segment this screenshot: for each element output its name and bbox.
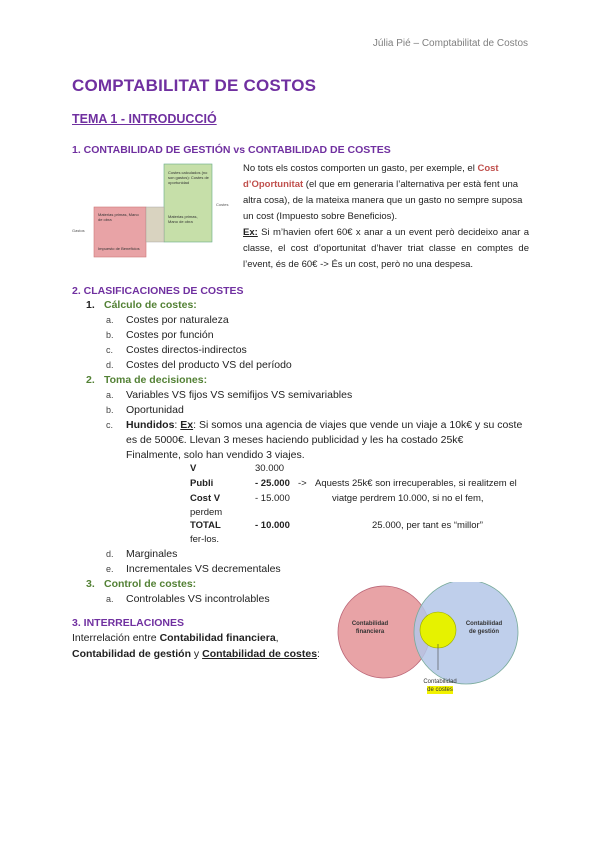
table-note-3: 25.000, per tant es “millor” <box>372 520 483 531</box>
table-fer-los: fer-los. <box>190 534 220 545</box>
table-publi-value: - 25.000 <box>255 478 290 489</box>
diagram-pink-bottom: Impuesto de Beneficios <box>98 246 140 251</box>
table-v-label: V <box>190 463 197 474</box>
table-costv-value: - 15.000 <box>255 493 290 504</box>
item1-num: 1. <box>86 299 95 311</box>
page-header: Júlia Pié – Comptabilitat de Costos <box>372 38 528 49</box>
tema-heading: TEMA 1 - INTRODUCCIÓ <box>72 112 217 126</box>
p1-pre: No tots els costos comporten un gasto, per exemple, el <box>243 163 478 174</box>
venn-diagram <box>336 582 532 702</box>
list-item: a. Variables VS fijos VS semifijos VS semivariables <box>106 389 353 401</box>
venn-right-label: Contabilidad de gestión <box>465 621 503 635</box>
table-arrow: -> <box>298 478 307 489</box>
list-item: c. Costes directos-indirectos <box>106 344 247 356</box>
item2-label: Toma de decisiones: <box>104 374 208 386</box>
section-2-heading: 2. CLASIFICACIONES DE COSTES <box>72 285 244 297</box>
item3-label: Control de costes: <box>104 578 197 590</box>
table-perdem: perdem <box>190 507 223 518</box>
document-title: COMPTABILITAT DE COSTOS <box>72 76 317 95</box>
section-1-heading: 1. CONTABILIDAD DE GESTIÓN vs CONTABILIDAD DE COSTES <box>72 144 391 156</box>
gastos-costes-diagram <box>72 162 232 262</box>
hundidos-ex: Ex <box>180 419 194 431</box>
p2-label: Ex: <box>243 227 258 238</box>
diagram-pink-text: Materias primas, Mano de obra <box>98 212 139 222</box>
item3-num: 3. <box>86 578 95 590</box>
p1-post: (el que em generaria l’alternativa per està fent una altra cosa), de la mateixa manera que un gasto no sempre suposa un cost (Impuesto sobre Beneficios). <box>243 179 523 222</box>
hundidos-line2: es de 5000€. Llevan 3 meses haciendo publicidad y les ha costado 25k€ <box>126 434 464 446</box>
overlap-box <box>146 207 164 242</box>
list-item: a. Costes por naturaleza <box>106 314 229 326</box>
diagram-left-label: Gastos <box>72 228 85 233</box>
p1-highlight: Cost d’Oportunitat <box>243 163 499 190</box>
hundidos-line3: Finalmente, solo han vendido 3 viajes. <box>126 449 305 461</box>
diagram-green-text: Costes calculados (no son gastos): Costes de oportunidad <box>168 170 209 185</box>
interrelaciones-line1: Interrelación entre Contabilidad financiera, <box>72 632 279 644</box>
table-v-value: 30.000 <box>255 463 285 474</box>
list-item: b. Costes por función <box>106 329 214 341</box>
item2-num: 2. <box>86 374 95 386</box>
list-item-hundidos: c. Hundidos: Ex: Si somos una agencia de viajes que vende un viaje a 10k€ y su coste <box>106 419 523 431</box>
list-item: d. Marginales <box>106 548 178 560</box>
diagram-right-label: Costes <box>216 202 229 207</box>
section-3-heading: 3. INTERRELACIONES <box>72 617 185 629</box>
table-note-2: viatge perdrem 10.000, si no el fem, <box>332 493 484 504</box>
paragraph-cost-oportunitat <box>243 161 529 225</box>
item1-label: Cálculo de costes: <box>104 299 197 311</box>
table-publi-label: Publi <box>190 478 214 489</box>
interrelaciones-line2: Contabilidad de gestión y Contabilidad de costes: <box>72 648 320 660</box>
venn-left-label: Contabilidad financiera <box>351 621 389 635</box>
list-item: e. Incrementales VS decrementales <box>106 563 281 575</box>
table-total-value: - 10.000 <box>255 520 290 531</box>
paragraph-example <box>243 225 529 273</box>
list-item: d. Costes del producto VS del período <box>106 359 292 371</box>
venn-circle-costes <box>420 612 456 648</box>
subsection-control <box>86 577 196 592</box>
table-note-1: Aquests 25k€ son irrecuperables, si realitzem el <box>315 478 517 489</box>
list-item: a. Controlables VS incontrolables <box>106 593 270 605</box>
diagram-center-text: Materias primas, Mano de obra <box>168 214 198 224</box>
subsection-toma-decisiones <box>86 373 207 388</box>
table-total-label: TOTAL <box>190 520 221 531</box>
p2-text: Si m’havien ofert 60€ x anar a un event però decideixo anar a classe, el cost d’oportunitat d’haver triat classe en comptes de l’event, és de 60€ -> És un cost, però no una despesa. <box>243 227 529 270</box>
list-item: b. Oportunidad <box>106 404 184 416</box>
hundidos-label: Hundidos <box>126 419 175 431</box>
table-costv-label: Cost V <box>190 493 221 504</box>
venn-center-label: Contabilidad de costes <box>423 679 457 693</box>
subsection-calculo <box>86 298 197 313</box>
